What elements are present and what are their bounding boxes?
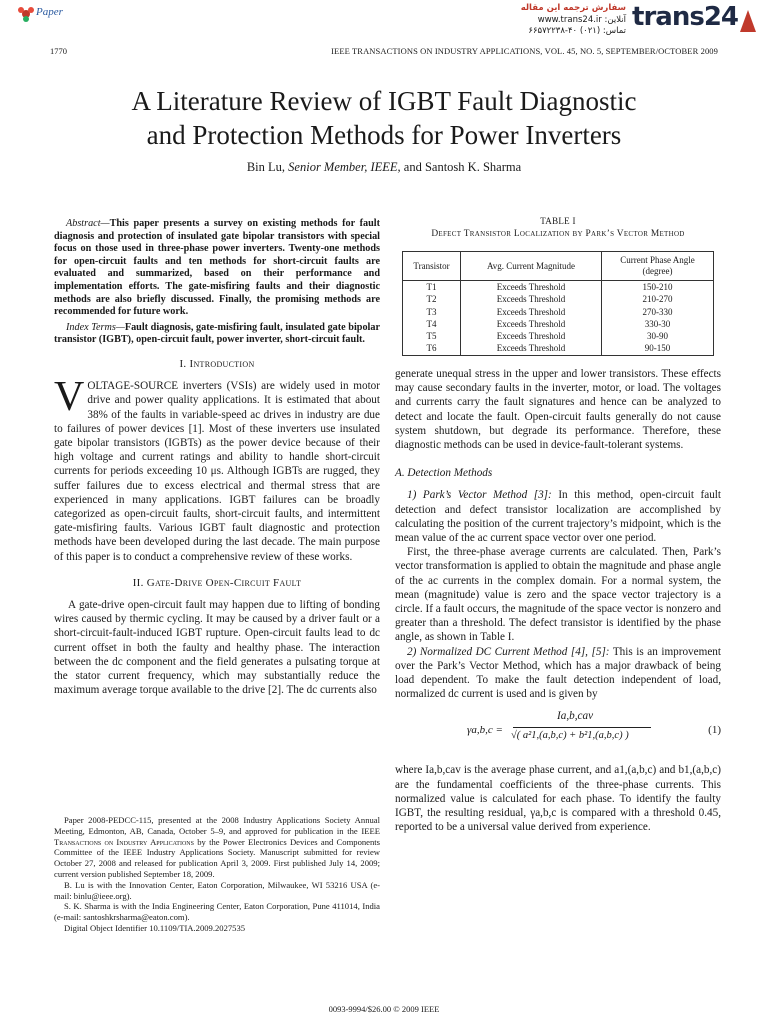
brand-text: trans bbox=[632, 2, 704, 32]
table-header-cell: Current Phase Angle (degree) bbox=[602, 252, 714, 281]
authors bbox=[0, 160, 768, 175]
table-cell: 210-270 bbox=[602, 293, 714, 305]
table-cell: Exceeds Threshold bbox=[461, 342, 602, 355]
footnote-3: S. K. Sharma is with the India Engineering Center, Eaton Corporation, Pune 411014, India (e-mail: santoshkrsharma@eaton.com). bbox=[54, 901, 380, 923]
table-1 bbox=[402, 251, 714, 356]
table-cell: T4 bbox=[403, 318, 461, 330]
fraction-bar bbox=[513, 727, 651, 728]
table-cell: Exceeds Threshold bbox=[461, 281, 602, 294]
trans24-brand bbox=[632, 2, 738, 32]
table-cell: T5 bbox=[403, 330, 461, 342]
equation-1 bbox=[395, 709, 721, 755]
author-2: and Santosh K. Sharma bbox=[403, 160, 522, 174]
table-row bbox=[403, 342, 714, 355]
method-2-title: 2) Normalized DC Current Method [4], [5]: bbox=[407, 645, 610, 658]
method-2-paragraph bbox=[395, 645, 721, 702]
abstract-text: This paper presents a survey on existing methods for fault diagnosis and protection of insulated gate bipolar transistors with special focus on those used in three-phase power inverters. Twenty-one methods for open-circuit faults and ten methods for short-circuit faults are evaluated and summarized, based on their performance and implementation efforts. The gate-misfiring faults and their diagnostic methods are also briefly discussed. Finally, the promising methods are recommended for future work. bbox=[54, 218, 380, 318]
footnote-1b: by the Power Electronics Devices and Components Committee of the IEEE Industry Applications Society. Manuscript submitted for review October 27, 2008 and released for publication April 3, 2009. First published July 14, 2009; current version published September 18, 2009. bbox=[54, 836, 381, 879]
footnote-doi: Digital Object Identifier 10.1109/TIA.2009.2027535 bbox=[64, 922, 246, 933]
section-2-paragraph: A gate-drive open-circuit fault may happen due to lifting of bonding wires caused by thermic cycling. It may be caused by a driver fault or a short-circuit-fault-induced IGBT rupture. Open-circuit faults lead to dc current offset in both the faulty and healthy phase. The interaction between the dc component and the field generates a pulsating torque at the stator current frequency, which may substantially reduce the maximum average torque available to the drive [2]. The dc currents also bbox=[54, 598, 380, 697]
abstract-block bbox=[54, 218, 380, 700]
watermark-website[interactable]: آنلاین: www.trans24.ir bbox=[537, 15, 626, 25]
table-cell: Exceeds Threshold bbox=[461, 306, 602, 318]
method-1-paragraph bbox=[395, 488, 721, 545]
watermark-right[interactable] bbox=[520, 2, 760, 40]
table-cell: 30-90 bbox=[602, 330, 714, 342]
page-number: 1770 bbox=[50, 46, 67, 56]
equation-numerator: Ia,b,cav bbox=[557, 710, 594, 723]
journal-header: IEEE TRANSACTIONS ON INDUSTRY APPLICATIONS, VOL. 45, NO. 5, SEPTEMBER/OCTOBER 2009 bbox=[331, 46, 718, 56]
brand-number: 24 bbox=[703, 2, 738, 32]
title-line-1: A Literature Review of IGBT Fault Diagnostic bbox=[131, 86, 637, 116]
method-1-title: 1) Park’s Vector Method [3]: bbox=[407, 489, 552, 502]
table-cell: 270-330 bbox=[602, 306, 714, 318]
table-cell: Exceeds Threshold bbox=[461, 318, 602, 330]
section-1-number: I. bbox=[179, 357, 190, 370]
flower-logo-icon bbox=[16, 4, 36, 24]
section-2-number: II. bbox=[132, 576, 147, 589]
table-row bbox=[403, 306, 714, 318]
table-row bbox=[403, 318, 714, 330]
table-cell: T2 bbox=[403, 293, 461, 305]
trans24-mark-icon bbox=[738, 8, 758, 34]
table-cell: T1 bbox=[403, 281, 461, 294]
table-cell: 90-150 bbox=[602, 342, 714, 355]
footnote-1 bbox=[54, 815, 380, 880]
index-terms-label: Index Terms— bbox=[66, 321, 125, 333]
copyright-footer: 0093-9994/$26.00 © 2009 IEEE bbox=[328, 1004, 440, 1014]
equation-explanation: where Ia,b,cav is the average phase current, and a1,(a,b,c) and b1,(a,b,c) are the fundamental coefficients of the three-phase currents. This normalized value is calculated for each phase. To identify the faulty IGBT, the resulting residual, γa,b,c is compared with a threshold 0.45, reported to be a universal value derived from experience. bbox=[395, 764, 721, 834]
section-2-heading bbox=[54, 576, 380, 590]
footnote-2: B. Lu is with the Innovation Center, Eaton Corporation, Milwaukee, WI 53216 USA (e-mail: binlu@ieee.org). bbox=[54, 879, 380, 901]
intro-caps: OLTAGE-SOURCE bbox=[87, 380, 179, 393]
table-cell: 330-30 bbox=[602, 318, 714, 330]
subsection-a-heading: A. Detection Methods bbox=[395, 467, 493, 480]
table-row bbox=[403, 330, 714, 342]
intro-text: inverters (VSIs) are widely used in motor drive and power quality applications. It is estimated that about 38% of the faults in variable-speed ac drives in industry are due to failures of power devices [1]. Most of these inverters use insulated gate bipolar transistors (IGBTs) as the power device because of their high voltage and current ratings and ability to handle short-circuit currents for periods exceeding 10 μs. Although IGBTs are rugged, they suffer failures due to excess electrical and thermal stress that are experienced in many applications. IGBT failures can be broadly categorized as open-circuit faults, short-circuit faults, and intermittent gate-misfiring faults. Various IGBT fault diagnostic and protection methods have been developed during the last decade. The main purpose of this paper is to conduct a comprehensive review of these works. bbox=[54, 380, 380, 563]
index-terms-text: Fault diagnosis, gate-misfiring fault, insulated gate bipolar transistor (IGBT), open-circuit fault, power inverter, short-circuit fault. bbox=[54, 321, 380, 346]
paper-title bbox=[0, 84, 768, 152]
method-1-text: In this method, open-circuit fault detection and defect transistor localization are accomplished by calculating the position of the current trajectory’s midpoint, which is the mean value of the ac current space vector over one period. bbox=[395, 489, 721, 545]
section-1-title: Introduction bbox=[189, 357, 255, 370]
table-cell: 150-210 bbox=[602, 281, 714, 294]
table-cell: T3 bbox=[403, 306, 461, 318]
watermark-order-text: سفارش ترجمه این مقاله bbox=[520, 3, 626, 13]
table-1-title: Defect Transistor Localization by Park’s Vector Method bbox=[431, 229, 685, 239]
footnotes bbox=[54, 815, 380, 934]
table-cell: T6 bbox=[403, 342, 461, 355]
watermark-phone: تماس: (۰۲۱) ۴۰-۶۶۵۷۲۲۳۸ bbox=[528, 26, 626, 36]
table-1-label: TABLE I bbox=[540, 216, 576, 226]
method-1-detail: First, the three-phase average currents are calculated. Then, Park’s vector transformation is applied to obtain the magnitude and phase angle of the ac currents in the complex domain. For a normal system, the mean (magnitude) value is zero and the space vector trajectory is a circle. If a fault occurs, the magnitude of the space vector is nonzero and greater than a threshold. The defect transistor is identified by the phase angle, as shown in Table I. bbox=[395, 546, 721, 644]
equation-number: (1) bbox=[708, 724, 721, 737]
dropcap: V bbox=[54, 374, 85, 421]
section-1-heading bbox=[54, 357, 380, 371]
right-column-body bbox=[395, 367, 721, 834]
table-header-cell: Avg. Current Magnitude bbox=[461, 252, 602, 281]
table-1-caption bbox=[395, 215, 721, 241]
table-row bbox=[403, 281, 714, 294]
method-2-text: This is an improvement over the Park’s Vector Method, which has a major drawback of being load dependent. To make the fault detection independent of load, normalized dc current is used and is given by bbox=[395, 645, 721, 701]
table-header-row bbox=[403, 252, 714, 281]
abstract-label: Abstract— bbox=[66, 218, 110, 229]
table-header-cell: Transistor bbox=[403, 252, 461, 281]
equation-denominator: √( a²1,(a,b,c) + b²1,(a,b,c) ) bbox=[511, 730, 629, 742]
watermark-logo-text: Paper bbox=[36, 6, 63, 18]
section-2-title: Gate-Drive Open-Circuit Fault bbox=[146, 576, 302, 589]
table-cell: Exceeds Threshold bbox=[461, 330, 602, 342]
intro-paragraph bbox=[54, 374, 380, 564]
continued-paragraph: generate unequal stress in the upper and lower transistors. These effects may cause secondary faults in the inverter, motor, or load. The voltages and currents carry the fault signatures and hence can be analyzed to detect and locate the fault. Open-circuit faults generally do not cause system shutdown, but degrade its performance. Therefore, these diagnostic methods can be used in device-fault-tolerant systems. bbox=[395, 368, 721, 452]
author-1-role: Senior Member, IEEE, bbox=[288, 160, 401, 174]
watermark-left-logo bbox=[14, 4, 84, 24]
author-1: Bin Lu, bbox=[246, 160, 286, 174]
title-line-2: and Protection Methods for Power Inverters bbox=[146, 120, 622, 150]
footnote-1a: Paper 2008-PEDCC-115, presented at the 2008 Industry Applications Society Annual Meeting, Edmonton, AB, Canada, October 5–9, and approved for publication in the IEEE bbox=[54, 815, 380, 836]
table-row bbox=[403, 293, 714, 305]
equation-lhs: γa,b,c = bbox=[467, 724, 503, 737]
footnote-1-journal: Transactions on Industry Applications bbox=[54, 836, 194, 847]
table-cell: Exceeds Threshold bbox=[461, 293, 602, 305]
